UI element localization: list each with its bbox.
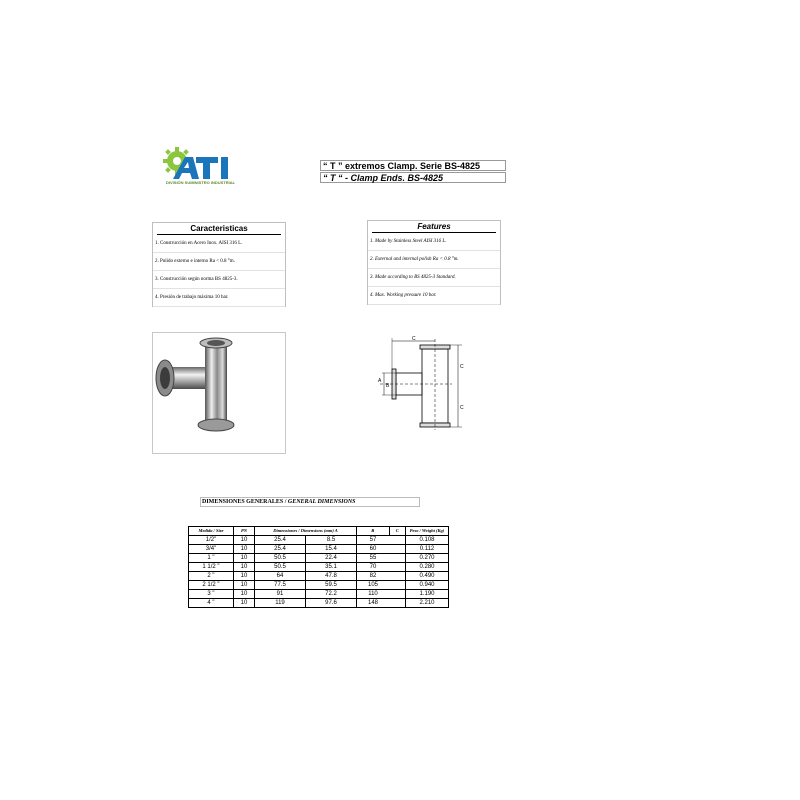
cell-weight: 0.280 (406, 563, 449, 572)
header-pn: PN (234, 527, 255, 536)
tee-fitting-photo (153, 333, 285, 453)
cell-weight: 1.190 (406, 590, 449, 599)
cell-pn: 10 (234, 536, 255, 545)
cell-size: 3/4" (189, 545, 234, 554)
cell-size: 4 " (189, 599, 234, 608)
header-dimensions: Dimensiones / Dimensions (mm) A (255, 527, 357, 536)
cell-c (389, 554, 406, 563)
header-c: C (389, 527, 406, 536)
dimensions-title (200, 497, 420, 507)
tee-technical-drawing (372, 335, 472, 430)
cell-a: 97.6 (306, 599, 357, 608)
cell-weight: 0.112 (406, 545, 449, 554)
cell-a: 8.5 (306, 536, 357, 545)
cell-c (389, 536, 406, 545)
cell-b: 110 (357, 590, 390, 599)
table-row (189, 536, 449, 545)
table-row (189, 545, 449, 554)
dim-label-c: C (412, 336, 416, 342)
cell-pn: 10 (234, 590, 255, 599)
cell-b: 105 (357, 581, 390, 590)
title-english: “ T “ - Clamp Ends. BS-4825 (320, 172, 506, 183)
cell-weight: 2.210 (406, 599, 449, 608)
cell-weight: 0.940 (406, 581, 449, 590)
cell-weight: 0.270 (406, 554, 449, 563)
characteristic-item: 1. Construcción en Acero Inox. AISI 316 L. (153, 235, 285, 253)
dimensions-title-en: GENERAL DIMENSIONS (287, 499, 356, 505)
cell-weight: 0.108 (406, 536, 449, 545)
cell-a: 72.2 (306, 590, 357, 599)
cell-size: 1 " (189, 554, 234, 563)
cell-dimension: 50.5 (255, 563, 306, 572)
cell-b: 82 (357, 572, 390, 581)
cell-c (389, 572, 406, 581)
table-row (189, 554, 449, 563)
characteristic-item: 2. Pulido externo e interno Ra < 0.8 °m. (153, 253, 285, 271)
cell-b: 60 (357, 545, 390, 554)
feature-item: 3. Made according to BS 4825-3 Standard. (368, 269, 500, 287)
cell-b: 148 (357, 599, 390, 608)
cell-dimension: 119 (255, 599, 306, 608)
title-spanish: “ T ” extremos Clamp. Serie BS-4825 (320, 160, 506, 171)
cell-pn: 10 (234, 581, 255, 590)
header-size: Medida / Size (189, 527, 234, 536)
cell-size: 1 1/2 " (189, 563, 234, 572)
table-row (189, 581, 449, 590)
cell-dimension: 25.4 (255, 536, 306, 545)
feature-item: 2. External and internal polish Ra < 0.8 °m. (368, 251, 500, 269)
cell-size: 2 " (189, 572, 234, 581)
table-row (189, 572, 449, 581)
cell-a: 35.1 (306, 563, 357, 572)
cell-c (389, 599, 406, 608)
dim-label-c: C (460, 364, 464, 370)
cell-pn: 10 (234, 545, 255, 554)
cell-a: 22.4 (306, 554, 357, 563)
dimensions-table (188, 526, 449, 608)
cell-weight: 0.490 (406, 572, 449, 581)
cell-c (389, 563, 406, 572)
cell-pn: 10 (234, 563, 255, 572)
characteristics-heading: Caracteristicas (157, 223, 281, 235)
cell-size: 1/2" (189, 536, 234, 545)
characteristic-item: 4. Presión de trabajo máxima 10 bar. (153, 289, 285, 307)
cell-size: 2 1/2 " (189, 581, 234, 590)
logo-subtitle: DIVISIÓN SUMINISTRO INDUSTRIAL (166, 180, 236, 185)
header-weight: Peso / Weight (Kg) (406, 527, 449, 536)
cell-dimension: 25.4 (255, 545, 306, 554)
cell-b: 70 (357, 563, 390, 572)
feature-item: 1. Made by Stainless Steel AISI 316 L. (368, 233, 500, 251)
dimensions-title-es: DIMENSIONES GENERALES / (202, 499, 288, 505)
header-b: B (357, 527, 390, 536)
dim-label-c: C (460, 405, 464, 411)
cell-b: 57 (357, 536, 390, 545)
cell-dimension: 77.5 (255, 581, 306, 590)
feature-item: 4. Max. Working pressure 10 bar. (368, 287, 500, 305)
dim-label-b: B (386, 383, 390, 389)
cell-c (389, 590, 406, 599)
cell-dimension: 50.5 (255, 554, 306, 563)
dim-label-a: A (378, 378, 382, 384)
cell-c (389, 581, 406, 590)
cell-pn: 10 (234, 599, 255, 608)
cell-a: 59.5 (306, 581, 357, 590)
cell-size: 3 " (189, 590, 234, 599)
table-header-row (189, 527, 449, 536)
cell-b: 55 (357, 554, 390, 563)
characteristics-spanish (152, 222, 286, 307)
cell-c (389, 545, 406, 554)
product-photo-frame (152, 332, 286, 454)
features-heading: Features (372, 221, 496, 233)
cell-pn: 10 (234, 572, 255, 581)
characteristic-item: 3. Construcción según norma BS 4825-3. (153, 271, 285, 289)
cell-dimension: 64 (255, 572, 306, 581)
cell-a: 15.4 (306, 545, 357, 554)
table-row (189, 599, 449, 608)
features-english (367, 220, 501, 305)
table-row (189, 563, 449, 572)
cell-a: 47.8 (306, 572, 357, 581)
cell-dimension: 91 (255, 590, 306, 599)
table-row (189, 590, 449, 599)
cell-pn: 10 (234, 554, 255, 563)
